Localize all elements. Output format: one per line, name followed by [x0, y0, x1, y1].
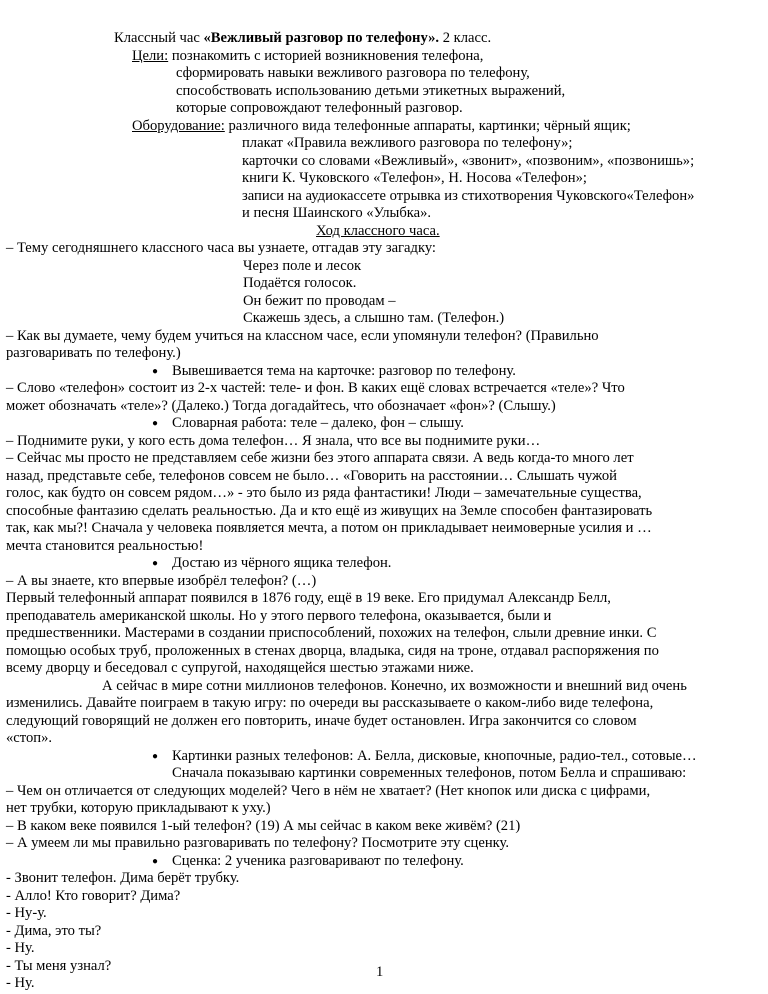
- paragraph-line: – Поднимите руки, у кого есть дома телефон… Я знала, что все вы поднимите руки…: [6, 433, 541, 449]
- dialog-line: - Ты меня узнал?: [6, 958, 112, 974]
- equipment-line-6: и песня Шаинского «Улыбка».: [242, 205, 432, 221]
- bullet-icon: ●: [152, 751, 159, 762]
- bullet-item: Вывешивается тема на карточке: разговор по телефону.: [172, 363, 516, 379]
- paragraph-line: изменились. Давайте поиграем в такую игру: по очереди вы рассказываете о каком-либо виде телефона,: [6, 695, 654, 711]
- paragraph-line: – Как вы думаете, чему будем учиться на классном часе, если упомянули телефон? (Правильно: [6, 328, 599, 344]
- equipment-label: Оборудование:: [132, 118, 225, 134]
- equipment-line-3: карточки со словами «Вежливый», «звонит», «позвоним», «позвонишь»;: [242, 153, 695, 169]
- paragraph-line: преподаватель американской школы. Но у этого первого телефона, оказывается, были и: [6, 608, 552, 624]
- paragraph-line: нет трубки, которую прикладывают к уху.): [6, 800, 271, 816]
- dialog-line: - Звонит телефон. Дима берёт трубку.: [6, 870, 240, 886]
- paragraph-line: способные фантазию сделать реальностью. Да и кто ещё из живущих на Земле способен фантазировать: [6, 503, 653, 519]
- page-number: 1: [376, 964, 384, 980]
- goals-line-1: Цели: познакомить с историей возникновения телефона,: [132, 48, 484, 64]
- equipment-line-2: плакат «Правила вежливого разговора по телефону»;: [242, 135, 573, 151]
- paragraph-line: – Чем он отличается от следующих моделей? Чего в нём не хватает? (Нет кнопок или диска с цифрами,: [6, 783, 651, 799]
- paragraph-line: всему дворцу и беседовал с супругой, находящейся шестью этажами ниже.: [6, 660, 474, 676]
- riddle-line: Через поле и лесок: [243, 258, 362, 274]
- section-title: Ход классного часа.: [316, 223, 440, 239]
- paragraph-line: следующий говорящий не должен его повторить, иначе будет остановлен. Игра закончится со словом: [6, 713, 637, 729]
- dialog-line: - Дима, это ты?: [6, 923, 102, 939]
- bullet-icon: ●: [152, 558, 159, 569]
- paragraph-line: «стоп».: [6, 730, 53, 746]
- bullet-item: Достаю из чёрного ящика телефон.: [172, 555, 392, 571]
- bullet-item: Словарная работа: теле – далеко, фон – слышу.: [172, 415, 464, 431]
- goals-label: Цели:: [132, 48, 169, 64]
- paragraph-line: – Сейчас мы просто не представляем себе жизни без этого аппарата связи. А ведь когда-то много лет: [6, 450, 634, 466]
- dialog-line: - Алло! Кто говорит? Дима?: [6, 888, 181, 904]
- paragraph-line: – А вы знаете, кто впервые изобрёл телефон? (…): [6, 573, 317, 589]
- equipment-line-5: записи на аудиокассете отрывка из стихотворения Чуковского«Телефон»: [242, 188, 695, 204]
- paragraph-line: предшественники. Мастерами в создании приспособлений, похожих на телефон, слыли древние инки. С: [6, 625, 657, 641]
- goals-line-3: способствовать использованию детьми этикетных выражений,: [176, 83, 566, 99]
- goals-line-4: которые сопровождают телефонный разговор.: [176, 100, 463, 116]
- bullet-item: Сценка: 2 ученика разговаривают по телефону.: [172, 853, 464, 869]
- paragraph-line: – Тему сегодняшнего классного часа вы узнаете, отгадав эту загадку:: [6, 240, 436, 256]
- dialog-line: - Ну.: [6, 975, 35, 991]
- paragraph-line: А сейчас в мире сотни миллионов телефонов. Конечно, их возможности и внешний вид очень: [102, 678, 687, 694]
- paragraph-line: разговаривать по телефону.): [6, 345, 181, 361]
- bullet-item: Картинки разных телефонов: А. Белла, дисковые, кнопочные, радио-тел., сотовые…: [172, 748, 697, 764]
- bullet-icon: ●: [152, 418, 159, 429]
- riddle-line: Подаётся голосок.: [243, 275, 357, 291]
- paragraph-line: так, как мы?! Сначала у человека появляется мечта, а потом он прикладывает неимоверные усилия и …: [6, 520, 652, 536]
- goals-line-2: сформировать навыки вежливого разговора по телефону,: [176, 65, 530, 81]
- equipment-line-1: Оборудование: различного вида телефонные аппараты, картинки; чёрный ящик;: [132, 118, 631, 134]
- paragraph-line: – Слово «телефон» состоит из 2-х частей: теле- и фон. В каких ещё словах встречается «теле»? Что: [6, 380, 625, 396]
- paragraph-line: Первый телефонный аппарат появился в 1876 году, ещё в 19 веке. Его придумал Александр Белл,: [6, 590, 611, 606]
- dialog-line: - Ну.: [6, 940, 35, 956]
- paragraph-line: может обозначать «теле»? (Далеко.) Тогда догадайтесь, что обозначает «фон»? (Слышу.): [6, 398, 556, 414]
- riddle-line: Скажешь здесь, а слышно там. (Телефон.): [243, 310, 505, 326]
- paragraph-line: назад, представьте себе, телефонов совсем не было… «Говорить на расстоянии… Слышать чужой: [6, 468, 617, 484]
- bullet-icon: ●: [152, 366, 159, 377]
- paragraph-line: – А умеем ли мы правильно разговаривать по телефону? Посмотрите эту сценку.: [6, 835, 509, 851]
- equipment-line-4: книги К. Чуковского «Телефон», Н. Носова «Телефон»;: [242, 170, 587, 186]
- bullet-icon: ●: [152, 856, 159, 867]
- paragraph-line: – В каком веке появился 1-ый телефон? (19) А мы сейчас в каком веке живём? (21): [6, 818, 521, 834]
- riddle-line: Он бежит по проводам –: [243, 293, 396, 309]
- paragraph-line: мечта становится реальностью!: [6, 538, 204, 554]
- paragraph-line: Сначала показываю картинки современных телефонов, потом Белла и спрашиваю:: [172, 765, 687, 781]
- paragraph-line: помощью особых труб, проложенных в стенах дворца, владыка, сидя на троне, отдавал распоряжения по: [6, 643, 659, 659]
- document-header: Классный час «Вежливый разговор по телефону». 2 класс.: [114, 30, 492, 46]
- dialog-line: - Ну-у.: [6, 905, 47, 921]
- document-title: «Вежливый разговор по телефону».: [203, 30, 440, 46]
- paragraph-line: голос, как будто он совсем рядом…» - это было из ряда фантастики! Люди – замечательные существа,: [6, 485, 642, 501]
